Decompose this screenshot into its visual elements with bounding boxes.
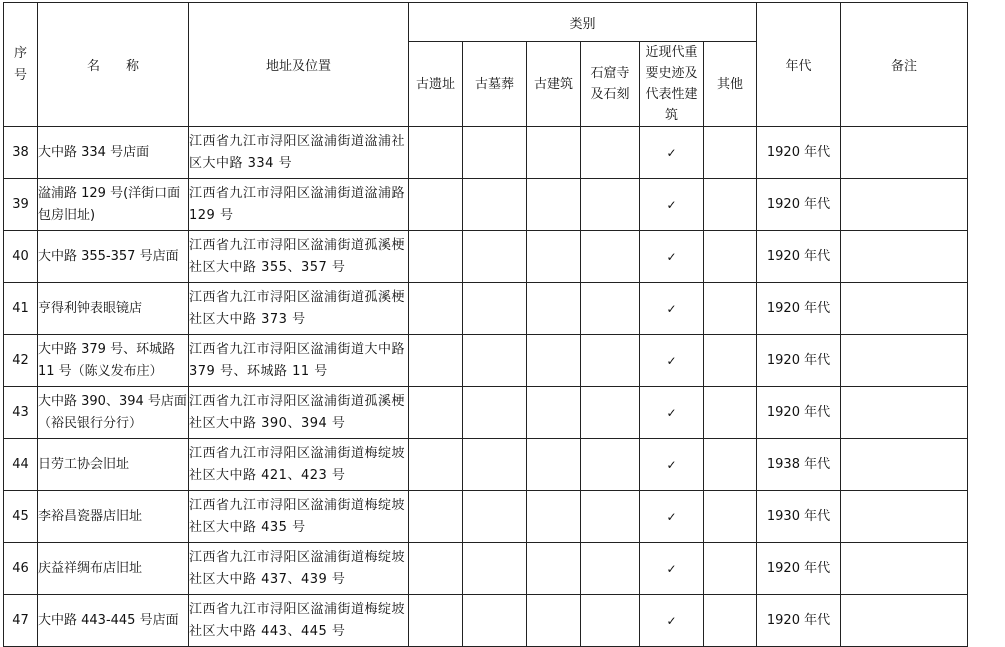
row-cat-other: [704, 283, 757, 335]
row-cat-buildings: [527, 595, 581, 647]
row-cat-modern-check: ✓: [640, 231, 704, 283]
header-seq-label: 序号: [13, 45, 27, 83]
table-row: [4, 387, 968, 439]
row-cat-sites: [409, 179, 463, 231]
row-name: 大中路 443-445 号店面: [38, 595, 189, 647]
row-cat-tombs: [463, 543, 527, 595]
row-cat-buildings: [527, 179, 581, 231]
table-row: [4, 335, 968, 387]
row-cat-buildings: [527, 127, 581, 179]
row-era: 1920 年代: [757, 179, 841, 231]
row-cat-grottoes: [581, 335, 640, 387]
header-seq: [4, 3, 38, 127]
row-notes: [841, 595, 968, 647]
row-era: 1938 年代: [757, 439, 841, 491]
row-seq: 47: [4, 595, 38, 647]
row-cat-grottoes: [581, 387, 640, 439]
header-cat-buildings: 古建筑: [527, 42, 581, 127]
row-cat-modern-check: ✓: [640, 439, 704, 491]
row-cat-other: [704, 439, 757, 491]
row-cat-tombs: [463, 387, 527, 439]
row-cat-other: [704, 387, 757, 439]
header-address: 地址及位置: [189, 3, 409, 127]
header-cat-sites: 古遗址: [409, 42, 463, 127]
table-row: [4, 179, 968, 231]
row-era: 1930 年代: [757, 491, 841, 543]
row-cat-modern-check: ✓: [640, 491, 704, 543]
row-cat-sites: [409, 127, 463, 179]
row-cat-sites: [409, 231, 463, 283]
row-cat-buildings: [527, 335, 581, 387]
row-cat-other: [704, 335, 757, 387]
row-cat-sites: [409, 491, 463, 543]
row-cat-other: [704, 491, 757, 543]
row-cat-modern-check: ✓: [640, 387, 704, 439]
row-name: 大中路 379 号、环城路 11 号（陈义发布庄）: [38, 335, 189, 387]
row-era: 1920 年代: [757, 127, 841, 179]
row-cat-buildings: [527, 439, 581, 491]
row-cat-grottoes: [581, 127, 640, 179]
row-name: 日劳工协会旧址: [38, 439, 189, 491]
row-cat-tombs: [463, 231, 527, 283]
row-cat-tombs: [463, 491, 527, 543]
row-cat-buildings: [527, 491, 581, 543]
row-cat-sites: [409, 335, 463, 387]
row-name: 李裕昌瓷器店旧址: [38, 491, 189, 543]
row-cat-tombs: [463, 127, 527, 179]
row-address: 江西省九江市浔阳区湓浦街道梅绽坡社区大中路 421、423 号: [189, 439, 409, 491]
row-cat-tombs: [463, 439, 527, 491]
header-cat-grottoes: [581, 42, 640, 127]
row-cat-grottoes: [581, 491, 640, 543]
row-era: 1920 年代: [757, 595, 841, 647]
table-row: [4, 439, 968, 491]
heritage-table: [3, 2, 968, 647]
row-address: 江西省九江市浔阳区湓浦街道大中路 379 号、环城路 11 号: [189, 335, 409, 387]
header-cat-modern: [640, 42, 704, 127]
row-cat-other: [704, 127, 757, 179]
row-cat-buildings: [527, 387, 581, 439]
row-address: 江西省九江市浔阳区湓浦街道梅绽坡社区大中路 437、439 号: [189, 543, 409, 595]
row-name: 庆益祥绸布店旧址: [38, 543, 189, 595]
row-cat-buildings: [527, 231, 581, 283]
row-address: 江西省九江市浔阳区湓浦街道湓浦路 129 号: [189, 179, 409, 231]
row-address: 江西省九江市浔阳区湓浦街道孤溪梗社区大中路 373 号: [189, 283, 409, 335]
row-cat-modern-check: ✓: [640, 283, 704, 335]
table-row: [4, 595, 968, 647]
row-cat-modern-check: ✓: [640, 179, 704, 231]
row-cat-other: [704, 231, 757, 283]
row-cat-grottoes: [581, 595, 640, 647]
row-name: 大中路 334 号店面: [38, 127, 189, 179]
row-seq: 41: [4, 283, 38, 335]
row-cat-grottoes: [581, 543, 640, 595]
row-seq: 44: [4, 439, 38, 491]
row-name: 亨得利钟表眼镜店: [38, 283, 189, 335]
row-notes: [841, 127, 968, 179]
table-row: [4, 231, 968, 283]
row-era: 1920 年代: [757, 335, 841, 387]
row-notes: [841, 491, 968, 543]
table-row: [4, 491, 968, 543]
header-cat-other: 其他: [704, 42, 757, 127]
row-cat-tombs: [463, 595, 527, 647]
row-era: 1920 年代: [757, 283, 841, 335]
row-notes: [841, 231, 968, 283]
row-cat-tombs: [463, 179, 527, 231]
row-cat-other: [704, 543, 757, 595]
row-address: 江西省九江市浔阳区湓浦街道孤溪梗社区大中路 390、394 号: [189, 387, 409, 439]
row-era: 1920 年代: [757, 387, 841, 439]
row-cat-buildings: [527, 283, 581, 335]
header-cat-modern-label: 近现代重要史迹及代表性建筑: [645, 45, 698, 123]
row-cat-other: [704, 179, 757, 231]
row-notes: [841, 439, 968, 491]
row-cat-modern-check: ✓: [640, 543, 704, 595]
row-cat-modern-check: ✓: [640, 127, 704, 179]
row-seq: 45: [4, 491, 38, 543]
row-cat-grottoes: [581, 231, 640, 283]
row-address: 江西省九江市浔阳区湓浦街道梅绽坡社区大中路 443、445 号: [189, 595, 409, 647]
header-cat-tombs: 古墓葬: [463, 42, 527, 127]
table-row: [4, 283, 968, 335]
header-era: 年代: [757, 3, 841, 127]
row-cat-sites: [409, 439, 463, 491]
row-cat-buildings: [527, 543, 581, 595]
table-row: [4, 543, 968, 595]
row-notes: [841, 179, 968, 231]
row-name: 湓浦路 129 号(洋街口面包房旧址): [38, 179, 189, 231]
row-seq: 40: [4, 231, 38, 283]
row-cat-tombs: [463, 335, 527, 387]
row-cat-grottoes: [581, 179, 640, 231]
row-cat-modern-check: ✓: [640, 595, 704, 647]
row-seq: 46: [4, 543, 38, 595]
row-notes: [841, 335, 968, 387]
row-cat-grottoes: [581, 283, 640, 335]
row-address: 江西省九江市浔阳区湓浦街道孤溪梗社区大中路 355、357 号: [189, 231, 409, 283]
header-notes: 备注: [841, 3, 968, 127]
row-era: 1920 年代: [757, 231, 841, 283]
row-notes: [841, 543, 968, 595]
row-name: 大中路 390、394 号店面（裕民银行分行）: [38, 387, 189, 439]
row-cat-sites: [409, 595, 463, 647]
row-notes: [841, 387, 968, 439]
row-cat-sites: [409, 283, 463, 335]
row-era: 1920 年代: [757, 543, 841, 595]
row-cat-sites: [409, 543, 463, 595]
row-seq: 39: [4, 179, 38, 231]
row-cat-sites: [409, 387, 463, 439]
header-cat-grottoes-label: 石窟寺及石刻: [590, 66, 630, 102]
row-cat-tombs: [463, 283, 527, 335]
header-name: 名 称: [38, 3, 189, 127]
row-seq: 43: [4, 387, 38, 439]
row-seq: 42: [4, 335, 38, 387]
row-cat-grottoes: [581, 439, 640, 491]
row-address: 江西省九江市浔阳区湓浦街道梅绽坡社区大中路 435 号: [189, 491, 409, 543]
row-name: 大中路 355-357 号店面: [38, 231, 189, 283]
row-cat-modern-check: ✓: [640, 335, 704, 387]
header-category: 类别: [409, 3, 757, 42]
row-address: 江西省九江市浔阳区湓浦街道湓浦社区大中路 334 号: [189, 127, 409, 179]
table-row: [4, 127, 968, 179]
row-cat-other: [704, 595, 757, 647]
row-notes: [841, 283, 968, 335]
row-seq: 38: [4, 127, 38, 179]
